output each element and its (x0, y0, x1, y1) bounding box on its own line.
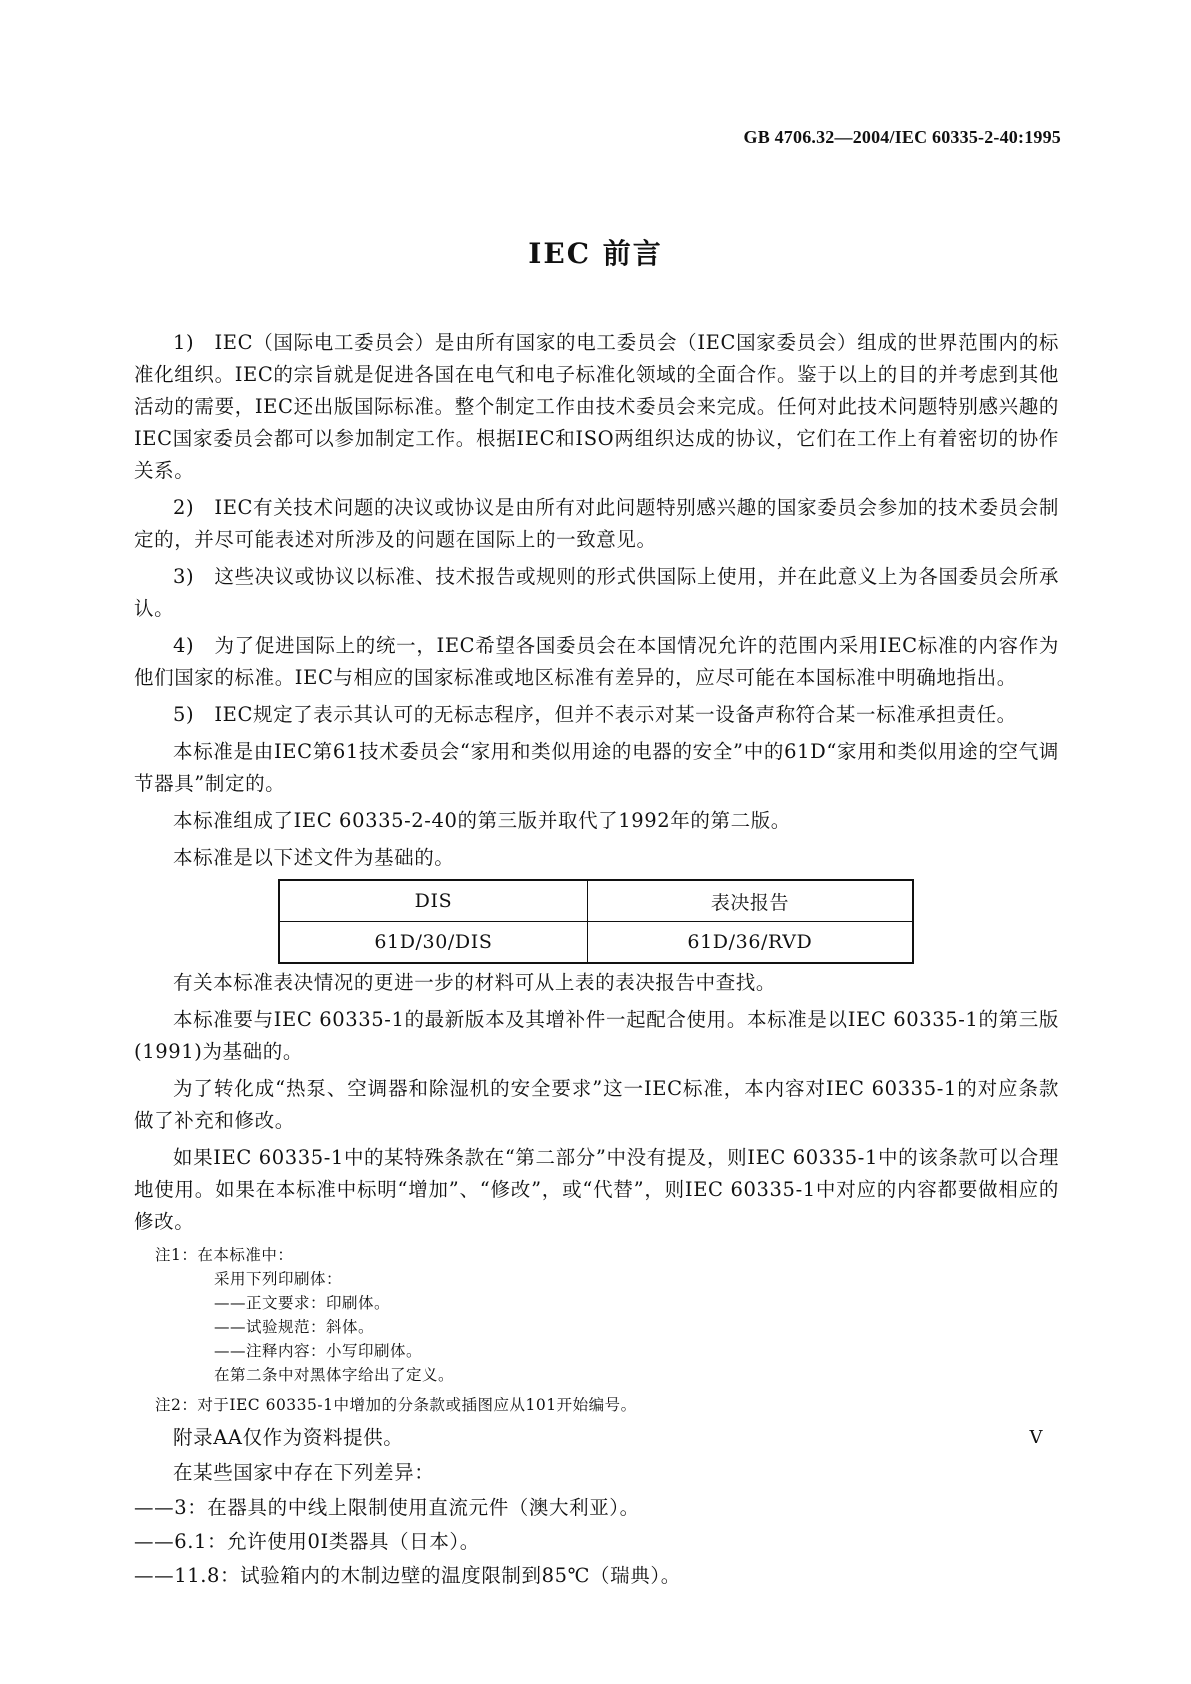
paragraph-use-with: 本标准要与IEC 60335-1的最新版本及其增补件一起配合使用。本标准是以IEC 60335-1的第三版(1991)为基础的。 (134, 1008, 1059, 1063)
paragraph-2: 2) IEC有关技术问题的决议或协议是由所有对此问题特别感兴趣的国家委员会参加的技术委员会制定的，并尽可能表述对所涉及的问题在国际上的一致意见。 (134, 496, 1059, 551)
difference-item: ——3：在器具的中线上限制使用直流元件（澳大利亚）。 (134, 1496, 640, 1519)
standard-code-header: GB 4706.32—2004/IEC 60335-2-40:1995 (743, 127, 1061, 147)
paragraph-4: 4) 为了促进国际上的统一，IEC希望各国委员会在本国情况允许的范围内采用IEC标准的内容作为他们国家的标准。IEC与相应的国家标准或地区标准有差异的，应尽可能在本国标准中明确地指出。 (134, 634, 1059, 689)
note-1-line: 采用下列印刷体： (214, 1270, 343, 1288)
table-header-rvd: 表决报告 (587, 880, 913, 922)
page-title: IEC 前言 (528, 237, 663, 270)
note-1-line: ——试验规范：斜体。 (214, 1318, 375, 1336)
note-1-line: ——注释内容：小写印刷体。 (214, 1342, 423, 1360)
document-body (134, 327, 1059, 1595)
voting-documents-table (278, 879, 914, 964)
differences-intro: 在某些国家中存在下列差异： (173, 1461, 435, 1484)
paragraph-applicability: 如果IEC 60335-1中的某特殊条款在“第二部分”中没有提及，则IEC 60335-1中的该条款可以合理地使用。如果在本标准中标明“增加”、“修改”，或“代替”，则IEC 60335-1中对应的内容都要做相应的修改。 (134, 1146, 1059, 1233)
note-1-line: 在第二条中对黑体字给出了定义。 (214, 1366, 455, 1384)
table-row (279, 922, 913, 964)
table-cell-rvd: 61D/36/RVD (587, 922, 913, 964)
note-2: 注2：对于IEC 60335-1中增加的分条款或插图应从101开始编号。 (155, 1396, 637, 1414)
table-header-dis: DIS (279, 880, 587, 922)
paragraph-basis: 本标准是以下述文件为基础的。 (173, 846, 455, 869)
note-1 (134, 1243, 1059, 1387)
paragraph-conversion: 为了转化成“热泵、空调器和除湿机的安全要求”这一IEC标准，本内容对IEC 60335-1的对应条款做了补充和修改。 (134, 1077, 1059, 1132)
paragraph-1: 1) IEC（国际电工委员会）是由所有国家的电工委员会（IEC国家委员会）组成的世界范围内的标准化组织。IEC的宗旨就是促进各国在电气和电子标准化领域的全面合作。鉴于以上的目的并考虑到其他活动的需要，IEC还出版国际标准。整个制定工作由技术委员会来完成。任何对此技术问题特别感兴趣的IEC国家委员会都可以参加制定工作。根据IEC和ISO两组织达成的协议，它们在工作上有着密切的协作关系。 (134, 331, 1059, 482)
paragraph-3: 3) 这些决议或协议以标准、技术报告或规则的形式供国际上使用，并在此意义上为各国委员会所承认。 (134, 565, 1059, 620)
paragraph-voting-info: 有关本标准表决情况的更进一步的材料可从上表的表决报告中查找。 (173, 971, 777, 994)
paragraph-edition: 本标准组成了IEC 60335-2-40的第三版并取代了1992年的第二版。 (173, 809, 791, 832)
difference-item: ——11.8：试验箱内的木制边壁的温度限制到85℃（瑞典）。 (134, 1564, 681, 1587)
difference-item: ——6.1：允许使用0I类器具（日本）。 (134, 1530, 480, 1553)
note-1-line: ——正文要求：印刷体。 (214, 1294, 391, 1312)
paragraph-tc61: 本标准是由IEC第61技术委员会“家用和类似用途的电器的安全”中的61D“家用和类似用途的空气调节器具”制定的。 (134, 740, 1059, 795)
page-number: V (1029, 1427, 1043, 1448)
table-header-row (279, 880, 913, 922)
paragraph-5: 5) IEC规定了表示其认可的无标志程序，但并不表示对某一设备声称符合某一标准承担责任。 (173, 703, 1017, 726)
table-cell-dis: 61D/30/DIS (279, 922, 587, 964)
note-1-head: 注1：在本标准中： (155, 1246, 294, 1264)
annex-statement: 附录AA仅作为资料提供。 (173, 1426, 404, 1449)
